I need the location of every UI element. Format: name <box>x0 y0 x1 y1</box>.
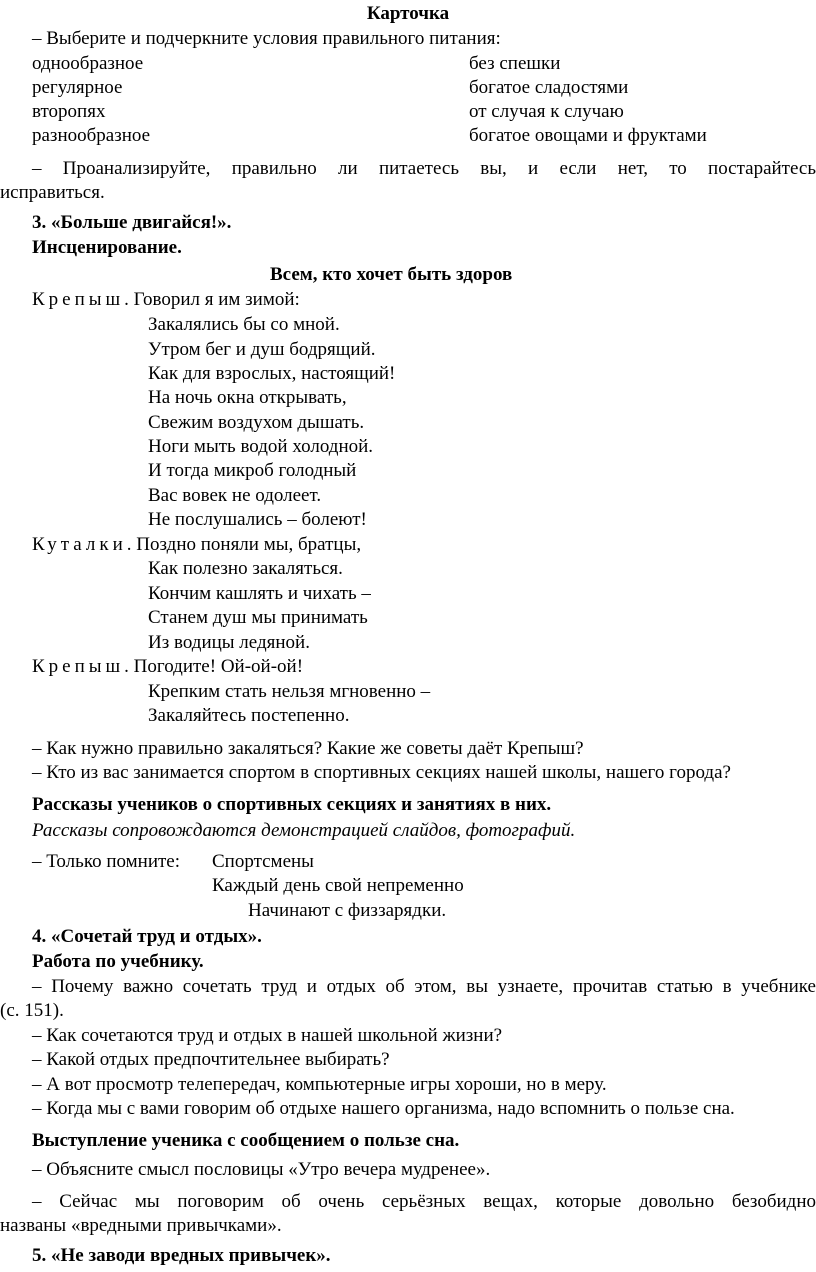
verse-line: Закаляйтесь постепенно. <box>148 705 350 726</box>
paragraph-line: – А вот просмотр телепередач, компьютерные игры хороши, но в меру. <box>32 1074 607 1095</box>
paragraph-line: – Какой отдых предпочтительнее выбирать? <box>32 1049 390 1070</box>
habits-line1: – Сейчас мы поговорим об очень серьёзных вещах, которые довольно безобидно <box>32 1191 816 1212</box>
option-left: разнообразное <box>32 125 151 146</box>
sleep-heading: Выступление ученика с сообщением о пользе сна. <box>32 1130 460 1151</box>
option-right: богатое овощами и фруктами <box>469 125 707 146</box>
analyze-paragraph-line1: – Проанализируйте, правильно ли питаетесь вы, и если нет, то постарайтесь <box>32 158 816 179</box>
speaker-text: . Говорил я им зимой: <box>124 289 300 310</box>
section5-heading: 5. «Не заводи вредных привычек». <box>32 1245 331 1266</box>
verse-line: Из водицы ледяной. <box>148 632 310 653</box>
option-left: второпях <box>32 101 106 122</box>
verse-line: Как полезно закаляться. <box>148 558 343 579</box>
option-left: однообразное <box>32 53 144 74</box>
proverb-line: – Объясните смысл пословицы «Утро вечера мудренее». <box>32 1159 491 1180</box>
speaker-text: . Поздно поняли мы, братцы, <box>126 534 362 555</box>
option-right: богатое сладостями <box>469 77 629 98</box>
paragraph-line: – Почему важно сочетать труд и отдых об этом, вы узнаете, прочитав статью в учебнике <box>32 976 816 997</box>
analyze-paragraph-line2: исправиться. <box>0 182 105 203</box>
speaker-name: Крепыш <box>32 656 125 677</box>
remember-line: Спортсмены <box>212 851 314 872</box>
verse-line: Вас вовек не одолеет. <box>148 485 322 506</box>
option-left: регулярное <box>32 77 123 98</box>
stories-heading: Рассказы учеников о спортивных секциях и занятиях в них. <box>32 794 552 815</box>
remember-prefix: – Только помните: <box>32 851 181 872</box>
verse-line: Закалялись бы со мной. <box>148 314 340 335</box>
verse-line: Кончим кашлять и чихать – <box>148 583 371 604</box>
verse-line: На ночь окна открывать, <box>148 387 347 408</box>
remember-line: Каждый день свой непременно <box>212 875 464 896</box>
question-line: – Кто из вас занимается спортом в спортивных секциях нашей школы, нашего города? <box>32 762 731 783</box>
option-right: от случая к случаю <box>469 101 624 122</box>
remember-line: Начинают с физзарядки. <box>248 900 447 921</box>
speaker-name: Куталки <box>32 534 127 555</box>
verse-line: Ноги мыть водой холодной. <box>148 436 374 457</box>
speaker-line <box>32 288 300 313</box>
paragraph-line: – Когда мы с вами говорим об отдыхе нашего организма, надо вспомнить о пользе сна. <box>32 1098 735 1119</box>
section4-subheading: Работа по учебнику. <box>32 951 204 972</box>
speaker-line <box>32 533 361 558</box>
verse-line: Станем душ мы принимать <box>148 607 368 628</box>
paragraph-line: (с. 151). <box>0 1000 64 1021</box>
poem-title: Всем, кто хочет быть здоров <box>270 264 513 285</box>
habits-line2: названы «вредными привычками». <box>0 1215 282 1236</box>
option-right: без спешки <box>469 53 561 74</box>
card-title: Карточка <box>366 3 450 24</box>
verse-line: Не послушались – болеют! <box>148 509 367 530</box>
section3-subheading: Инсценирование. <box>32 237 182 258</box>
paragraph-line: – Как сочетаются труд и отдых в нашей школьной жизни? <box>32 1025 503 1046</box>
speaker-line <box>32 655 303 680</box>
verse-line: Крепким стать нельзя мгновенно – <box>148 681 431 702</box>
question-line: – Как нужно правильно закаляться? Какие же советы даёт Крепыш? <box>32 738 584 759</box>
verse-line: Утром бег и душ бодрящий. <box>148 339 376 360</box>
verse-line: Свежим воздухом дышать. <box>148 412 365 433</box>
stories-note: Рассказы сопровождаются демонстрацией слайдов, фотографий. <box>32 820 576 841</box>
section3-heading: 3. «Больше двигайся!». <box>32 212 232 233</box>
card-instruction: – Выберите и подчеркните условия правильного питания: <box>32 28 501 49</box>
verse-line: И тогда микроб голодный <box>148 460 357 481</box>
speaker-text: . Погодите! Ой-ой-ой! <box>124 656 304 677</box>
verse-line: Как для взрослых, настоящий! <box>148 363 396 384</box>
section4-heading: 4. «Сочетай труд и отдых». <box>32 926 262 947</box>
speaker-name: Крепыш <box>32 289 125 310</box>
